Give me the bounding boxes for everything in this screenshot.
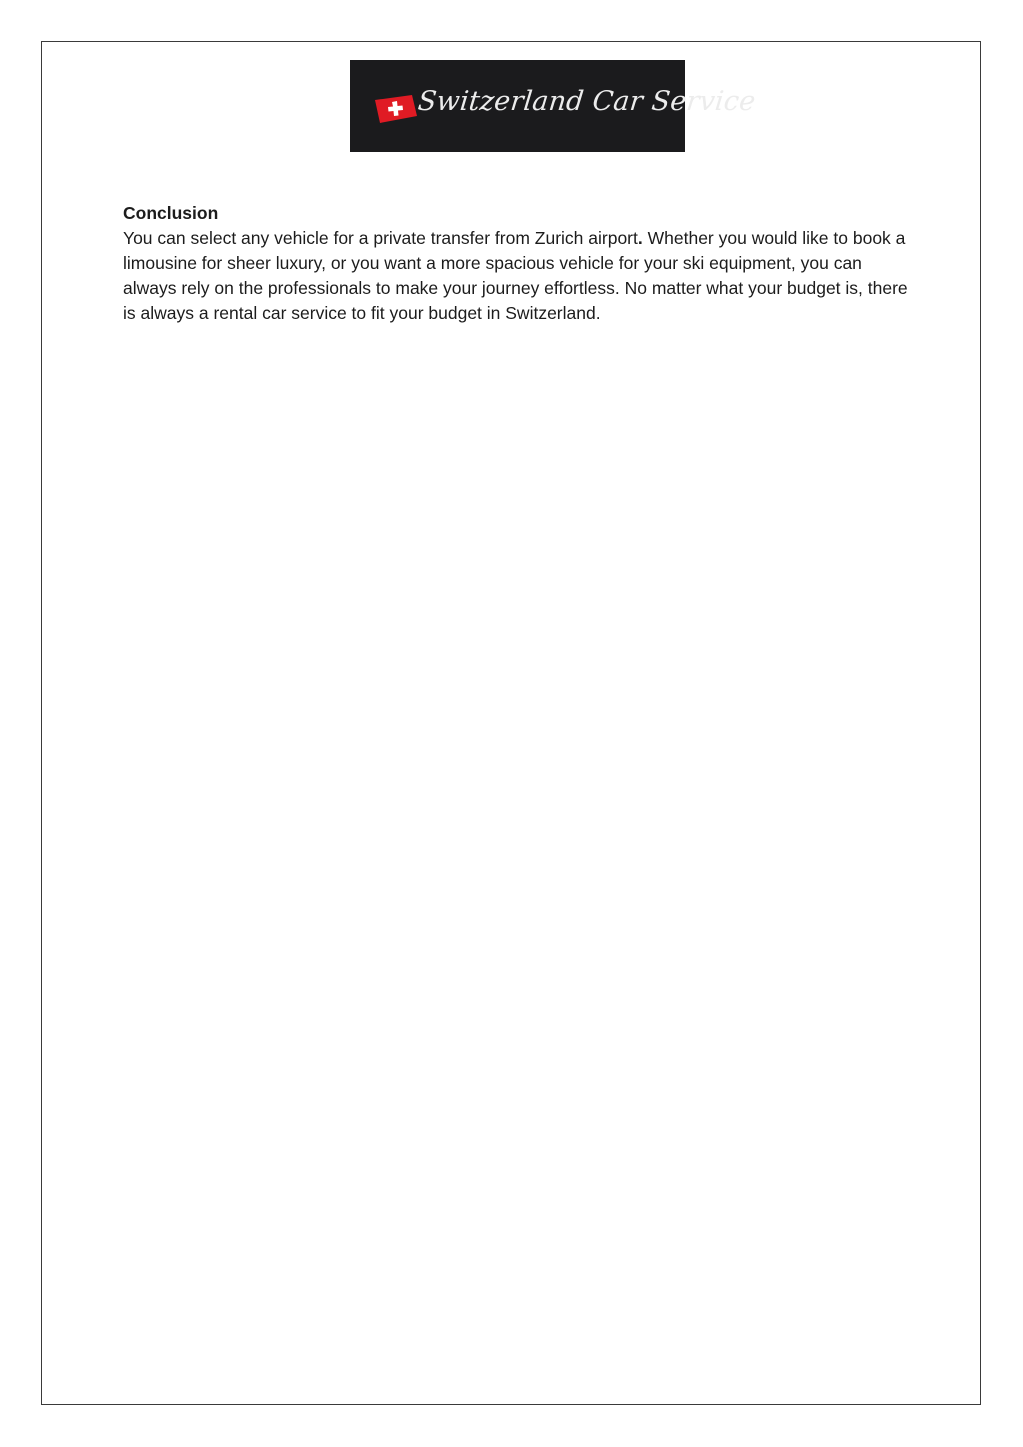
paragraph-period: . [637,228,643,248]
brand-logo-text: Switzerland Car Service [416,86,758,117]
swiss-flag-icon [372,94,418,124]
section-paragraph [123,226,918,326]
section-heading: Conclusion [123,203,219,223]
paragraph-part-1: You can select any vehicle for a private transfer from Zurich airport [123,228,638,248]
paragraph-part-2: Whether you would like to book a limousine for sheer luxury, or you want a more spacious vehicle for your ski equipment, you can always rely on the professionals to make your journey effortless. No matter what your budget is, there is always a rental car service to fit your budget in Switzerland. [123,228,908,323]
conclusion-section [123,201,923,326]
brand-logo [350,60,758,152]
